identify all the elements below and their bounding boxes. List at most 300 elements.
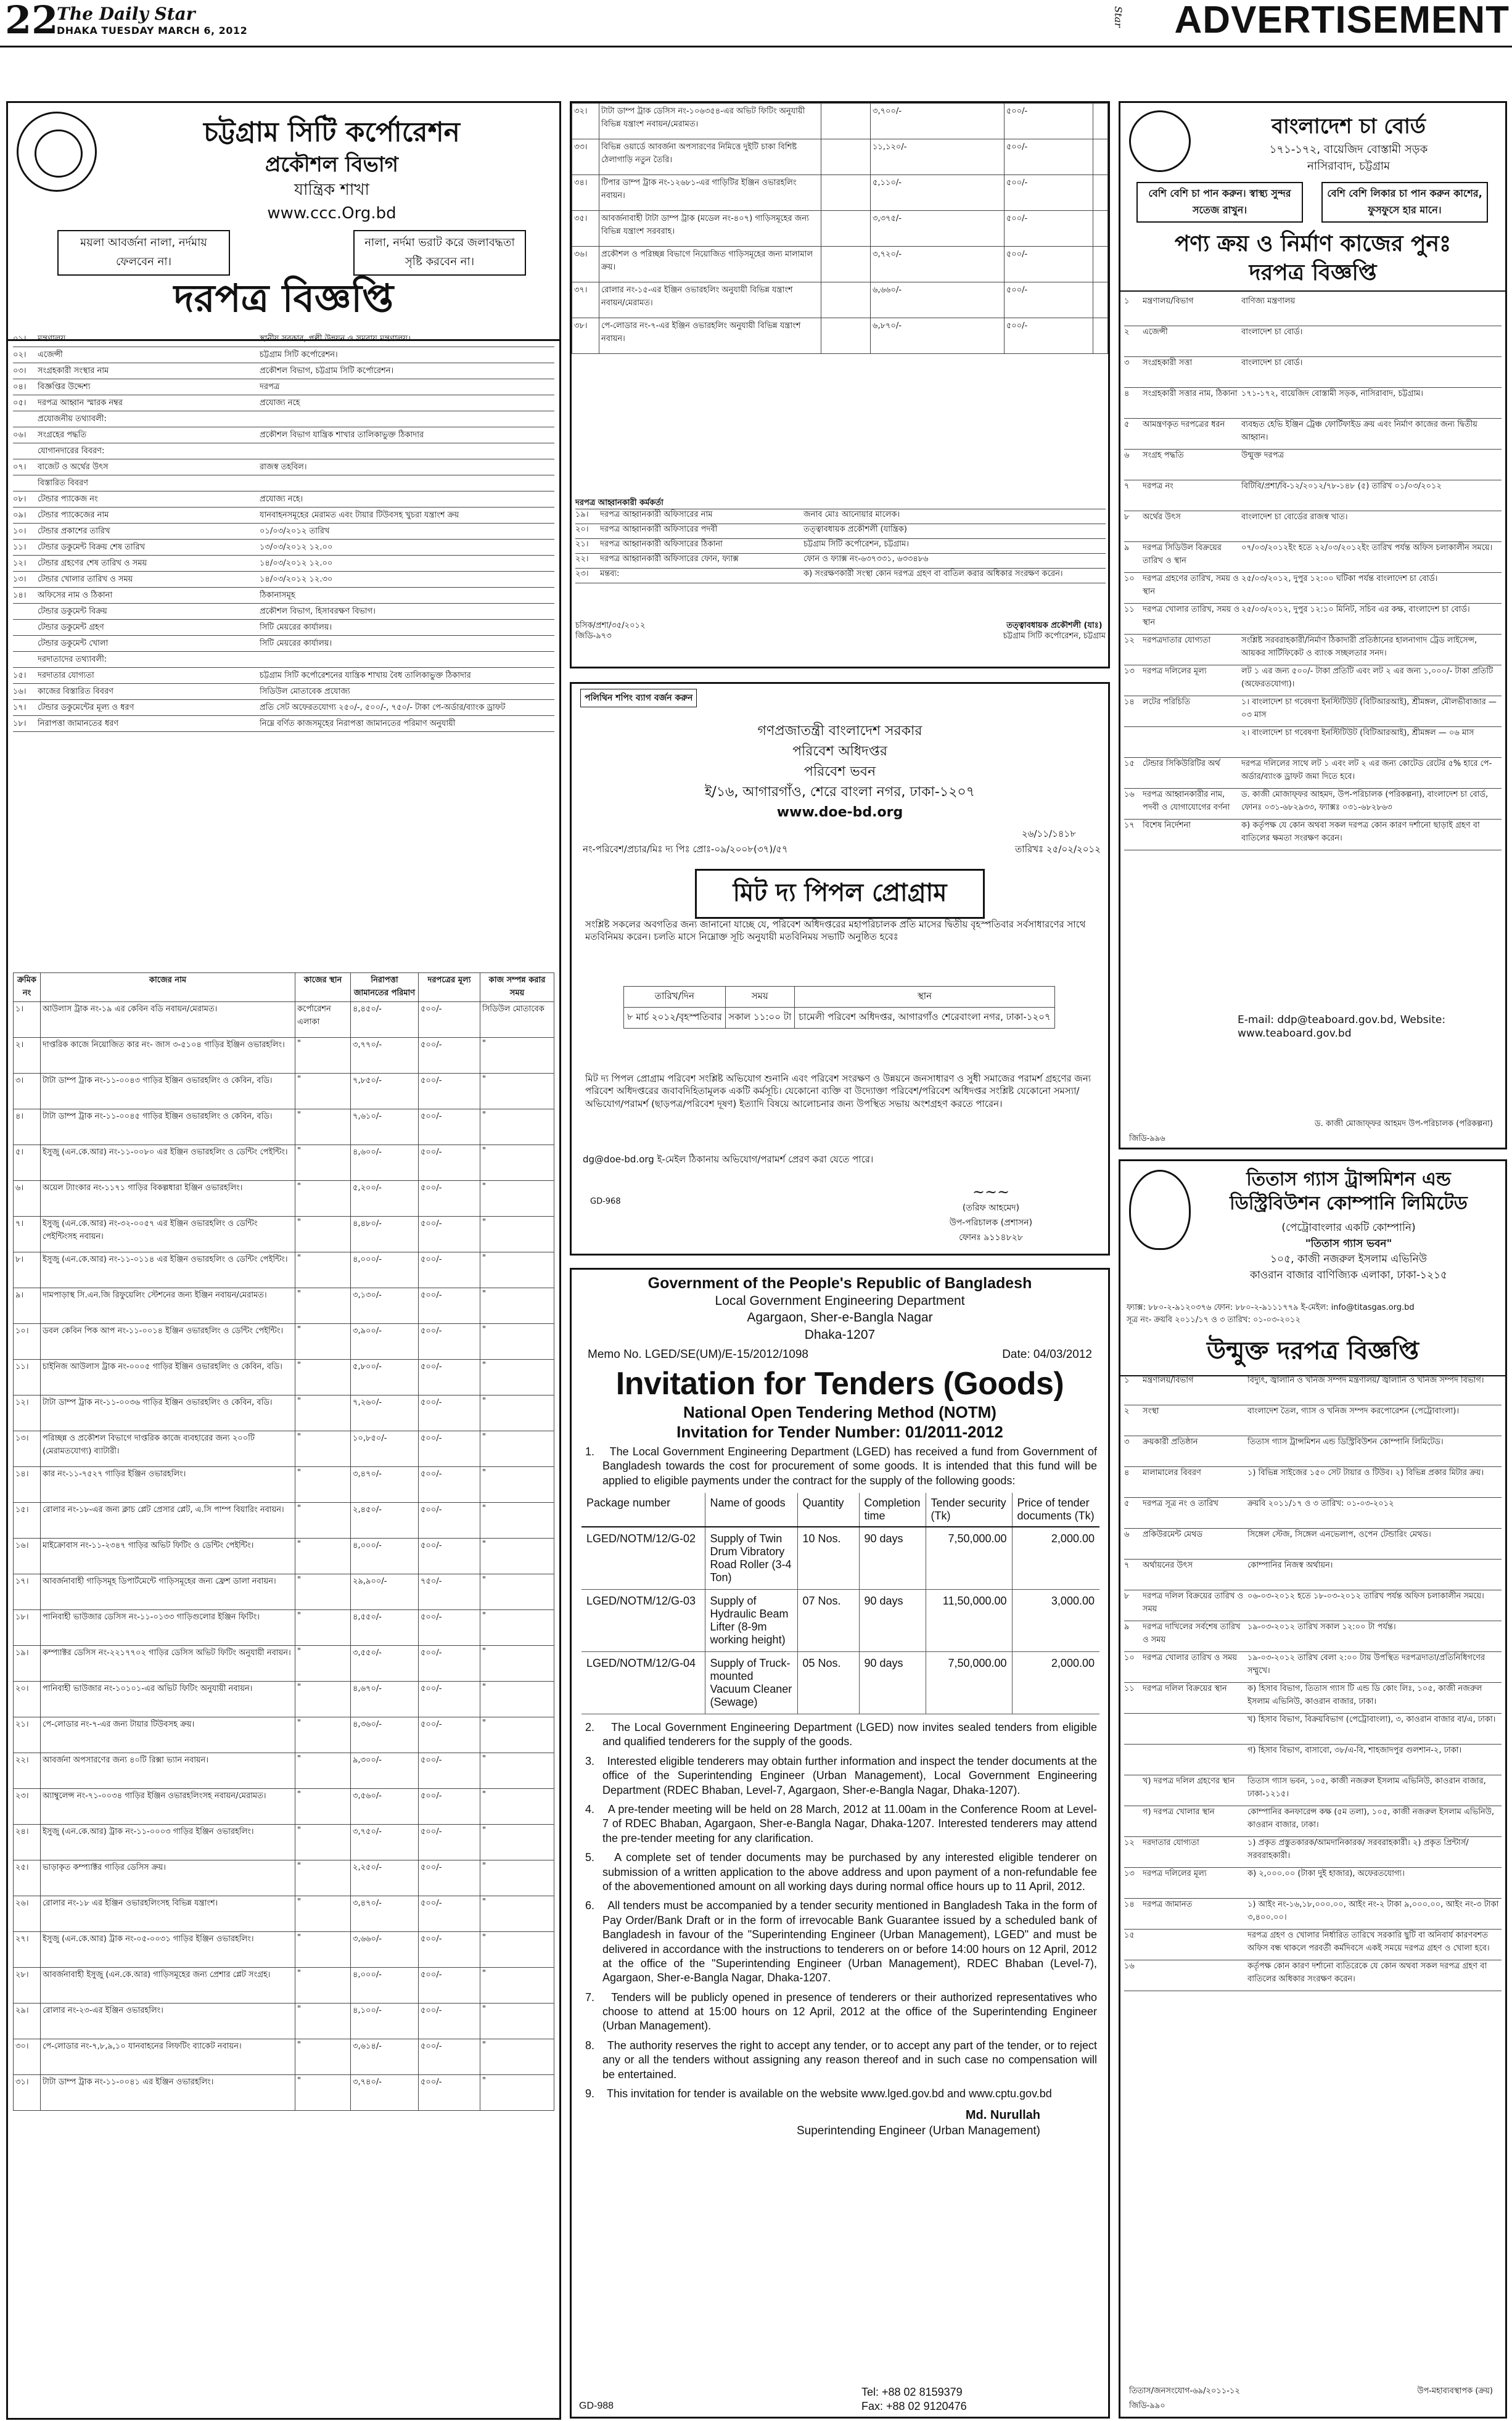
ccc-officer-value: চট্টগ্রাম সিটি কর্পোরেশন, চট্টগ্রাম। (803, 539, 909, 549)
ccc-work-place: " (295, 2075, 351, 2111)
lged-fax: Fax: +88 02 9120476 (861, 2399, 967, 2412)
lged-cell-pkg: LGED/NOTM/12/G-03 (581, 1590, 705, 1652)
lged-cell-price: 3,000.00 (1012, 1590, 1099, 1652)
ccc-info-key: সংগ্রহের পদ্ধতি (38, 430, 87, 440)
titas-key: দরপত্র দলিল বিক্রয়ের তারিখ ও সময় (1143, 1592, 1244, 1614)
ccc-work-place: " (295, 1145, 351, 1181)
ccc-work-price: ৫০০/- (419, 1145, 480, 1181)
titas-value: বাংলাদেশ তৈল, গ্যাস ও খনিজ সম্পদ করপোরেশন (পেট্রোবাংলা)। (1247, 1407, 1459, 1416)
table-row (572, 139, 1108, 175)
ccc-work-price: ৫০০/- (419, 1896, 480, 1932)
ccc-info-value: যানবাহনসমূহের মেরামত এবং টায়ার টিউবসহ খুচরা যন্ত্রাংশ ক্রয় (260, 510, 459, 520)
page-header (0, 0, 1512, 49)
ccc-work-name: অ্যাম্বুলেন্স নং-৭১-০০৩৪ গাড়ির ইঞ্জিন ওভারহলিংসহ নবায়ন/মেরামত। (41, 1789, 295, 1825)
tea-board-key: অর্থের উৎস (1143, 512, 1181, 522)
titas-row (1124, 1652, 1502, 1683)
tea-board-value: ড. কাজী মোজাফ্ফর আহমদ, উপ-পরিচালক (পরিকল্পনা), বাংলাদেশ চা বোর্ড, ফোনঃ ০৩১-৬৮২৯৩৩, ফ্যাক্সঃ ০৩১-৬৮২৮৬৩ (1241, 790, 1489, 812)
table-row (14, 1896, 554, 1932)
ccc-work-price: ৫০০/- (419, 1968, 480, 2004)
lged-th-price: Price of tender documents (Tk) (1012, 1493, 1099, 1527)
ccc-officer-row (575, 554, 1106, 569)
lged-cell-goods: Supply of Hydraulic Beam Lifter (8-9m working height) (705, 1590, 797, 1652)
ccc-officer-num: ২৩। (575, 569, 589, 578)
tea-board-address-2: নাসিরাবাদ, চট্টগ্রাম (1307, 160, 1391, 173)
ccc-info-value: প্রযোজ্য নহে। (260, 494, 303, 504)
titas-num: ২ (1124, 1407, 1130, 1416)
titas-value: ক) হিসাব বিভাগ, তিতাস গ্যাস টি এন্ড ডি কোং লিঃ, ১০৫, কাজী নজরুল ইসলাম এভিনিউ, কাওরান বাজার, ঢাকা। (1247, 1684, 1482, 1706)
lged-gd: GD-988 (579, 2401, 614, 2411)
ccc-work-time: " (480, 1288, 554, 1324)
ccc-work-name: পানিবাহী ভাউজার নং-১০১০১-এর অভিট ফিটিং অনুযায়ী নবায়ন। (41, 1682, 295, 1717)
ccc-work-name: ভাড়াকৃত কম্প্যাক্টর গাড়ির ডেসিস ক্রয়। (41, 1860, 295, 1896)
lged-dept: Local Government Engineering Department (715, 1294, 965, 1308)
ccc-dept: প্রকৌশল বিভাগ (265, 152, 398, 177)
ccc-work-price: ৫০০/- (419, 1860, 480, 1896)
ccc-work-time (1093, 247, 1107, 282)
lged-contact (861, 2385, 967, 2413)
ccc-officer-num: ২১। (575, 539, 589, 549)
tea-board-key: দরপত্র গ্রহণের তারিখ, সময় ও স্থান (1143, 574, 1239, 596)
titas-key: দরপত্র দাখিলের সর্বশেষ তারিখ ও সময় (1143, 1622, 1241, 1645)
ccc-work-price: ৫০০/- (419, 1789, 480, 1825)
titas-num: ৭ (1124, 1561, 1130, 1570)
ccc-info-num: ১৪। (13, 590, 27, 600)
lged-cell-time: 90 days (859, 1652, 926, 1714)
tea-board-name: বাংলাদেশ চা বোর্ড (1272, 114, 1426, 139)
table-row (14, 1145, 554, 1181)
titas-rows (1124, 1375, 1502, 1991)
ccc-work-n: ২৭। (14, 1932, 41, 1968)
tea-board-rows (1124, 295, 1502, 850)
lged-para-7: 7. Tenders will be publicly opened in presence of tenderers or their authorized representatives who choose to attend at 15:00 hours on 12 April, 2012 at the office of the Superintending Engineer (Urban Management). (585, 1991, 1097, 2033)
ccc-work-price: ৫০০/- (419, 1252, 480, 1288)
lged-th-time: Completion time (859, 1493, 926, 1527)
ccc-work-time (1093, 318, 1107, 354)
ccc-work-place: " (295, 1860, 351, 1896)
ccc-work-n: ৩৭। (572, 282, 599, 318)
col-security: নিরাপত্তা জামানতের পরিমাণ (351, 973, 419, 1002)
ccc-info-value: প্রকৌশল বিভাগ, চট্টগ্রাম সিটি কর্পোরেশন। (260, 366, 394, 376)
ccc-work-place (821, 318, 871, 354)
tea-board-row (1124, 758, 1502, 789)
ccc-info-num: ০২। (13, 350, 27, 360)
ccc-info-key: প্রযোজনীয় তথ্যাবলী: (38, 414, 107, 424)
tea-board-num: ১০ (1124, 574, 1135, 583)
lged-cell-qty: 10 Nos. (797, 1527, 859, 1590)
tea-board-row (1124, 511, 1502, 542)
ccc-work-n: ৩০। (14, 2039, 41, 2075)
ccc-work-name: আবর্জনা অপসারণের জন্য ৪০টি রিক্সা ভ্যান নবায়ন। (41, 1753, 295, 1789)
titas-num: ৪ (1124, 1468, 1130, 1478)
tea-board-value: বাংলাদেশ চা বোর্ড। (1241, 358, 1303, 368)
ccc-info-num: ০৮। (13, 494, 27, 504)
tea-board-value: ব্যবহৃত হেভি ইঞ্জিন ট্রেঞ্চ ফোর্টিফাইড ক্রয় এবং নির্মাণ কাজের জন্য দ্বিতীয় আহ্বান। (1241, 420, 1477, 442)
ccc-info-num: ০১। (13, 334, 27, 343)
titas-row (1124, 1498, 1502, 1529)
ccc-info-value: চট্টগ্রাম সিটি কর্পোরেশনের যান্ত্রিক শাখায় বৈধ তালিকাভুক্ত ঠিকাদার (260, 670, 471, 680)
ccc-info-key: বিস্তারিত বিবরণ (38, 478, 89, 488)
doe-signer: (তরিফ আহমেদ) (962, 1203, 1020, 1213)
ccc-work-sec: ৫,১১০/- (871, 175, 1005, 211)
ccc-work-place: " (295, 1324, 351, 1360)
ccc-info-row (13, 668, 554, 684)
ccc-work-place: " (295, 1896, 351, 1932)
ccc-work-place: " (295, 1467, 351, 1503)
tea-board-slogan-2: বেশি বেশি লিকার চা পান করুন কাশের, ফুসফুসে হার মানে। (1321, 182, 1488, 223)
ccc-slogan-left: ময়লা আবর্জনা নালা, নর্দমায় ফেলবেন না। (57, 230, 230, 276)
titas-memo: তিতাস/জনসংযোগ-৬৯/২০১১-১২ (1129, 2386, 1240, 2396)
ccc-work-place: " (295, 1753, 351, 1789)
ccc-work-sec: ৩,৭৭০/- (351, 1038, 419, 1074)
ccc-work-price: ৫০০/- (419, 1503, 480, 1539)
titas-num: ৮ (1124, 1592, 1130, 1601)
tea-board-value: ২৫/০৩/২০১২, দুপুর ১২:০০ ঘটিকা পর্যন্ত বাংলাদেশ চা বোর্ড। (1241, 574, 1438, 583)
titas-row (1124, 1745, 1502, 1775)
ccc-info-num: ০৭। (13, 462, 27, 472)
ccc-officer-key: দরপত্র আহ্বানকারী অফিসারের ঠিকানা (600, 539, 723, 549)
ccc-work-place: " (295, 1503, 351, 1539)
titas-key: মন্ত্রণালয়/বিভাগ (1143, 1376, 1194, 1385)
ccc-work-place: " (295, 1109, 351, 1145)
ccc-work-name: ইসুজু (এন.কে.আর) নং-১১-০০৮০ এর ইঞ্জিন ওভারহলিং ও ডেন্টিং পেইন্টিং। (41, 1145, 295, 1181)
ccc-work-place: " (295, 2039, 351, 2075)
ccc-officer-key: মন্তব্য: (600, 569, 620, 578)
table-row (14, 1288, 554, 1324)
ccc-work-time: " (480, 1646, 554, 1682)
col-serial: ক্রমিক নং (14, 973, 41, 1002)
ccc-work-n: ৫। (14, 1145, 41, 1181)
ccc-info-num: ০৫। (13, 398, 27, 408)
titas-row (1124, 1590, 1502, 1621)
ccc-work-sec: ৩,৭৪০/- (351, 2075, 419, 2111)
ccc-work-sec: ৭,৬১০/- (351, 1109, 419, 1145)
tea-board-email[interactable]: E-mail: ddp@teaboard.gov.bd, Website: www.teaboard.gov.bd (1238, 1014, 1446, 1040)
ccc-info-key: দরদাতাদের তথ্যাবলী: (38, 654, 107, 664)
tea-board-row (1124, 450, 1502, 480)
ccc-info-value: ১৪/০৩/২০১২ ১২.৩০ (260, 574, 333, 584)
table-row (14, 1825, 554, 1860)
ccc-info-row (13, 700, 554, 716)
ccc-work-time: " (480, 1825, 554, 1860)
titas-key: দরপত্র জামানত (1143, 1900, 1193, 1909)
tea-board-address-1: ১৭১-১৭২, বায়েজিদ বোস্তামী সড়ক (1269, 143, 1428, 156)
table-row (14, 1539, 554, 1574)
titas-signer: উপ-মহাব্যবস্থাপক (ক্রয়) (1417, 2386, 1493, 2396)
table-row (14, 1181, 554, 1217)
ccc-work-price: ৫০০/- (1004, 175, 1093, 211)
doe-body: মিট দ্য পিপল প্রোগ্রাম পরিবেশ সংশ্লিষ্ট অভিযোগ শুনানি এবং পরিবেশ সংরক্ষণ ও উন্নয়নে জনসাধারণ ও সুধী সমাজের পরামর্শ গ্রহণের জন্য পরিবেশ অধিদপ্তরের জবাবদিহিতামূলক একটি কর্মসূচি। যেকোনো ব্যক্তি বা উদ্যোক্তা পরিবেশ/পরিবেশ অধিদপ্তর সংশ্লিষ্ট যেকোনো সমস্যা/অভিযোগ/পরামর্শ (ছাড়পত্র/পরিবেশ দূষণ) ইত্যাদি বিষয়ে আলোচনার জন্য উপস্থিত সভায় অংশগ্রহণ করতে পারেন। (585, 1073, 1091, 1109)
ccc-work-time: " (480, 1324, 554, 1360)
ccc-work-time: " (480, 1181, 554, 1217)
ccc-work-sec: ৩,৫৬০/- (351, 1789, 419, 1825)
ccc-work-name: টাটা ডাম্প ট্রাক নং-১১-০০৪৫ গাড়ির ইঞ্জিন ওভারহলিং ও কেবিন, বডি। (41, 1109, 295, 1145)
titas-value: গ) হিসাব বিভাগ, বাসাবো, ৩৮/এ-বি, শাহজাদপুর গুলশান-২, ঢাকা। (1247, 1746, 1462, 1755)
ccc-work-place (821, 211, 871, 247)
ccc-work-name: পরিচ্ছন্ন ও প্রকৌশল বিভাগে দাপ্তরিক কাজে ব্যবহারের জন্য ২০০টি (মেরামতযোগ্য) ব্যাটারী। (41, 1431, 295, 1467)
ccc-info-key: বাজেট ও অর্থের উৎস (38, 462, 109, 472)
ccc-gd: জিডি-৯৭৩ (575, 631, 612, 641)
lged-signer-block (572, 2107, 1108, 2139)
lged-gov-title: Government of the People's Republic of Bangladesh (647, 1275, 1032, 1292)
titas-value: কোম্পানির নিজস্ব অর্থায়ন। (1247, 1561, 1333, 1570)
ccc-work-name: রোলার নং-১৮ এর ইঞ্জিন ওভারহলিংসহ বিভিন্ন যন্ত্রাংশ। (41, 1896, 295, 1932)
tea-board-logo (1129, 110, 1191, 172)
ccc-work-name: বিভিন্ন ওয়ার্ডে আবর্জনা অপসারণের নিমিত্তে দুইটি চাকা বিশিষ্ট ঠেলাগাড়ি নতুন তৈরি। (599, 139, 821, 175)
ccc-work-place: " (295, 1825, 351, 1860)
ccc-work-place: " (295, 1968, 351, 2004)
ccc-info-row (13, 379, 554, 395)
ccc-work-price: ৫০০/- (419, 1038, 480, 1074)
ccc-work-n: ১২। (14, 1395, 41, 1431)
ccc-info-key: এজেন্সী (38, 350, 63, 360)
ccc-info-key: বিজ্ঞপ্তির উদ্দেশ্য (38, 382, 91, 392)
ccc-work-sec: ৩,৭২০/- (871, 247, 1005, 282)
ccc-info-row (13, 395, 554, 411)
table-row (14, 1574, 554, 1610)
ccc-work-place: " (295, 1610, 351, 1646)
titas-value: দরপত্র গ্রহণ ও খোলার নির্ধারিত তারিখে সরকারি ছুটি বা অনিবার্য কারণবশত অফিস বন্ধ থাকলে পরবর্তী কর্মদিবসে একই সময়ে দরপত্র গ্রহণ ও খোলা হবে। (1247, 1931, 1490, 1953)
ccc-work-sec: ৪,৪৫০/- (351, 1002, 419, 1038)
ccc-info-key: টেন্ডার ডকুমেন্ট খোলা (38, 638, 109, 648)
table-row (14, 2039, 554, 2075)
ccc-work-sec: ৭,৮৫০/- (351, 1074, 419, 1109)
titas-num: ৩ (1124, 1437, 1130, 1447)
titas-row (1124, 1405, 1502, 1436)
titas-value: তিতাস গ্যাস ভবন, ১০৫, কাজী নজরুল ইসলাম এভিনিউ, কাওরান বাজার, ঢাকা-১২১৫। (1247, 1777, 1486, 1799)
doe-gov-line4: ই/১৬, আগারগাঁও, শেরে বাংলা নগর, ঢাকা-১২০৭ (704, 784, 976, 800)
lged-th-qty: Quantity (797, 1493, 859, 1527)
table-row (14, 1074, 554, 1109)
titas-value: ০৬-০৩-২০১২ হতে ১৮-০৩-২০১২ তারিখ পর্যন্ত অফিস চলাকালীন সময়ে। (1247, 1592, 1484, 1601)
table-row (581, 1652, 1099, 1714)
ccc-work-name: কম্প্যাক্টর ডেসিস নং-২২১৭৭০২ গাড়ির ডেসিস অভিট ফিটিং অনুযায়ী নবায়ন। (41, 1646, 295, 1682)
lged-signer-title: Superintending Engineer (Urban Management) (796, 2124, 1040, 2138)
titas-row (1124, 1529, 1502, 1560)
ccc-work-n: ৯। (14, 1288, 41, 1324)
titas-value: ১৯-০৩-২০১২ তারিখ সকাল ১২:০০ টা পর্যন্ত। (1247, 1622, 1396, 1632)
ccc-website[interactable]: www.ccc.Org.bd (267, 204, 396, 223)
ccc-work-time: " (480, 2075, 554, 2111)
ccc-work-sec: ৬,৮৭০/- (871, 318, 1005, 354)
tea-board-key: দরপত্র খোলার তারিখ, সময় ও স্থান (1143, 605, 1240, 627)
tea-board-row (1124, 665, 1502, 696)
tea-board-value: ০৭/০৩/২০১২ইং হতে ২২/০৩/২০১২ইং তারিখ পর্যন্ত অফিস চলাকালীন সময়ে। (1241, 543, 1493, 553)
ccc-info-num: ১৭। (13, 702, 27, 712)
titas-key: দরপত্র দলিল বিক্রয়ের স্থান (1143, 1684, 1227, 1693)
ccc-work-sec: ৪,৬০০/- (351, 1145, 419, 1181)
lged-address: Agargaon, Sher-e-Bangla Nagar (747, 1310, 933, 1325)
ccc-work-name: রোলার নং-২৩-এর ইঞ্জিন ওভারহলিং। (41, 2004, 295, 2039)
tea-board-key: সংগ্রহকারী সত্তা (1143, 358, 1193, 368)
ccc-info-num: ১৬। (13, 686, 27, 696)
tea-board-value: সংশ্লিষ্ট সরবরাহকারী/নির্মাণ ঠিকাদারী প্রতিষ্ঠানের হালনাগাদ ট্রেড লাইসেন্স, আয়কর সার্টিফিকেট ও ব্যাংক সচ্ছলতার সনদ। (1241, 636, 1477, 658)
ccc-work-time: " (480, 1789, 554, 1825)
tea-board-num: ১২ (1124, 636, 1135, 645)
table-row (572, 318, 1108, 354)
ccc-work-place: " (295, 2004, 351, 2039)
tea-board-num: ১৩ (1124, 667, 1135, 676)
doe-schedule-table (623, 986, 1055, 1029)
ccc-info-value: নিম্নে বর্ণিত কাজসমূহের নিরাপত্তা জামানতের পরিমাণ অনুযায়ী (260, 718, 456, 728)
lged-cell-pkg: LGED/NOTM/12/G-04 (581, 1652, 705, 1714)
tea-board-row (1124, 357, 1502, 388)
ccc-work-name: রোলার নং-১৫-এর ইঞ্জিন ওভারহলিং অনুযায়ী বিভিন্ন যন্ত্রাংশ নবায়ন/মেরামত। (599, 282, 821, 318)
section-title: ADVERTISEMENT (1174, 0, 1510, 41)
ccc-org-name: চট্টগ্রাম সিটি কর্পোরেশন (203, 117, 460, 148)
ccc-work-time: " (480, 1252, 554, 1288)
ccc-work-n: ৪। (14, 1109, 41, 1145)
tea-board-key: দরপত্রদাতার যোগ্যতা (1143, 636, 1211, 645)
doe-gov-line1: গণপ্রজাতন্ত্রী বাংলাদেশ সরকার (757, 723, 922, 739)
tea-board-num: ২ (1124, 327, 1130, 337)
lged-cell-sec: 7,50,000.00 (926, 1527, 1012, 1590)
tea-board-title-2: দরপত্র বিজ্ঞপ্তি (1249, 260, 1377, 286)
ccc-title: দরপত্র বিজ্ঞপ্তি (8, 269, 559, 341)
ccc-tender-notice (6, 101, 561, 2420)
ccc-work-price: ৫০০/- (419, 1109, 480, 1145)
ccc-work-time: " (480, 1932, 554, 1968)
ccc-work-n: ২২। (14, 1753, 41, 1789)
ccc-work-place: " (295, 1646, 351, 1682)
ccc-officer-header: দরপত্র আহ্বানকারী কর্মকর্তা (575, 498, 1106, 509)
ccc-work-sec: ৪,০০০/- (351, 1539, 419, 1574)
doe-sched-head-place: স্থান (794, 987, 1054, 1008)
ccc-info-key: যোগানদারের বিবরণ: (38, 446, 105, 456)
ccc-work-name: চাইনিজ আউলাস ট্রাক নং-০০০৫ গাড়ির ইঞ্জিন ওভারহলিং ও কেবিন, বডি। (41, 1360, 295, 1395)
tea-board-num: ১৬ (1124, 790, 1135, 799)
lged-para-2: 2. The Local Government Engineering Department (LGED) now invites sealed tenders from eligible and qualified tenderers for the supply of the goods. (585, 1721, 1097, 1748)
doe-sched-head-date: তারিখ/দিন (624, 987, 726, 1008)
ccc-work-place (821, 175, 871, 211)
ccc-work-n: ১৯। (14, 1646, 41, 1682)
ccc-info-num: ১১। (13, 542, 27, 552)
ccc-work-n: ৬। (14, 1181, 41, 1217)
ccc-work-price: ৫০০/- (419, 1825, 480, 1860)
titas-sub-1: (পেট্রোবাংলার একটি কোম্পানি) (1281, 1222, 1416, 1234)
tea-board-row (1124, 295, 1502, 326)
titas-num: ১৬ (1124, 1962, 1135, 1971)
ccc-info-num: ১৮। (13, 718, 27, 728)
ccc-work-sec: ৪,৩৬০/- (351, 1717, 419, 1753)
titas-value: তিতাস গ্যাস ট্রান্সমিশন এন্ড ডিস্ট্রিবিউশন কোম্পানি লিমিটেড। (1247, 1437, 1444, 1447)
titas-num: ১৩ (1124, 1869, 1135, 1878)
ccc-work-name: প্রকৌশল ও পরিচ্ছন্ন বিভাগে নিয়োজিত গাড়িসমূহের জন্য মালামাল ক্রয়। (599, 247, 821, 282)
ccc-info-value: দরপত্র (260, 382, 280, 392)
ccc-work-price: ৫০০/- (419, 1288, 480, 1324)
doe-email[interactable]: dg@doe-bd.org ই-মেইল ঠিকানায় অভিযোগ/পরামর্শ প্রেরণ করা যেতে পারে। (583, 1154, 874, 1165)
tea-board-row (1124, 388, 1502, 419)
ccc-work-place: " (295, 1217, 351, 1252)
ccc-info-num: ০৪। (13, 382, 27, 392)
ccc-work-place: " (295, 1574, 351, 1610)
ccc-info-key: কাজের বিস্তারিত বিবরণ (38, 686, 114, 696)
titas-row (1124, 1560, 1502, 1590)
ccc-sub-dept: যান্ত্রিক শাখা (294, 181, 369, 199)
tea-board-value: বাংলাদেশ চা বোর্ড। (1241, 327, 1303, 337)
titas-row (1124, 1837, 1502, 1868)
ccc-info-key: দরদাতার যোগ্যতা (38, 670, 94, 680)
ccc-info-num: ০৬। (13, 430, 27, 440)
tea-board-value: বাণিজ্য মন্ত্রণালয় (1241, 297, 1296, 306)
ccc-work-price: ৫০০/- (419, 1717, 480, 1753)
ccc-officer-row (575, 569, 1106, 583)
doe-title: মিট দ্য পিপল প্রোগ্রাম (695, 869, 985, 919)
tea-board-row (1124, 789, 1502, 820)
titas-num (1124, 1775, 1143, 1806)
doe-sched-place: চামেলী পরিবেশ অধিদপ্তর, আগারগাঁও শেরেবাংলা নগর, ঢাকা-১২০৭ (794, 1008, 1054, 1029)
ccc-info-value: ১৩/০৩/২০১২ ১২.০০ (260, 542, 333, 552)
tea-board-value: লট ১ এর জন্য ৫০০/- টাকা প্রতিটি এবং লট ২ এর জন্য ১,০০০/- টাকা প্রতিটি (অফেরতযোগ্য)। (1241, 667, 1494, 689)
ccc-info-row (13, 652, 554, 668)
ccc-work-time (1093, 282, 1107, 318)
tea-board-row (1124, 727, 1502, 758)
titas-row (1124, 1930, 1502, 1960)
titas-key: মালামালের বিবরণ (1143, 1468, 1201, 1478)
ccc-info-row (13, 508, 554, 524)
titas-value: ১) প্রকৃত প্রস্তুতকারক/আমদানিকারক/ সরবরাহকারী। ২) প্রকৃত প্রিন্টার্স/সরবরাহকারী। (1247, 1838, 1469, 1860)
ccc-work-time (1093, 139, 1107, 175)
ccc-work-place: " (295, 1539, 351, 1574)
doe-website[interactable]: www.doe-bd.org (776, 805, 903, 820)
ccc-work-n: ১৩। (14, 1431, 41, 1467)
ccc-work-sec: ৩,৪৭০/- (351, 1467, 419, 1503)
ccc-work-time: " (480, 1467, 554, 1503)
ccc-work-price: ৫০০/- (1004, 247, 1093, 282)
col-work-name: কাজের নাম (41, 973, 295, 1002)
titas-value: ১) বিভিন্ন সাইজের ১৫০ সেট টায়ার ও টিউব। ২) বিভিন্ন প্রকার মিটার ক্রয়। (1247, 1468, 1484, 1478)
ccc-work-price: ৫০০/- (419, 1753, 480, 1789)
ccc-work-n: ২৩। (14, 1789, 41, 1825)
lged-para-6: 6. All tenders must be accompanied by a tender security mentioned in Bangladesh Taka in the form of Pay Order/Bank Draft or in the form of irrevocable Bank Guarantee issued by a scheduled bank of Bangladesh in favour of the "Superintending Engineer (Urban Management), LGED" and must be delivered in accordance with the instructions to tenderers on or before 14:00 hours on 12 April, 2012 at the office of the "Superintending Engineer (Urban Management), RDEC Bhaban (Level-7), Agargaon, Sher-e-Bangla Nagar, Dhaka-1207. (585, 1899, 1097, 1984)
ccc-officer-row (575, 509, 1106, 524)
titas-num (1124, 1714, 1143, 1744)
ccc-info-value: রাজস্ব তহবিল। (260, 462, 307, 472)
lged-cell-price: 2,000.00 (1012, 1527, 1099, 1590)
ccc-work-sec: ৪,৪৮০/- (351, 1217, 419, 1252)
lged-memo: Memo No. LGED/SE(UM)/E-15/2012/1098 (588, 1347, 808, 1361)
ccc-work-name: পে-লোডার নং-৭,৮,৯,১০ যানবাহনের লিফটিং ব্যাকেট নবায়ন। (41, 2039, 295, 2075)
titas-num: ১৫ (1124, 1931, 1135, 1940)
titas-sub (1194, 1220, 1503, 1283)
lged-para-8: 8. The authority reserves the right to accept any tender, or to accept any part of the tender, or to reject any or all the tenders without assigning any reason thereof and in such case no compensation will be entertained. (585, 2039, 1098, 2081)
ccc-work-table-cont (572, 103, 1108, 354)
ccc-work-n: ১৫। (14, 1503, 41, 1539)
ccc-info-value: ঠিকানাসমূহ (260, 590, 295, 600)
lged-tender-number: Invitation for Tender Number: 01/2011-2012 (676, 1423, 1003, 1442)
ccc-info-key: টেন্ডার ডকুমেন্টের মূল্য ও ধরণ (38, 702, 134, 712)
table-row (572, 211, 1108, 247)
ccc-info-row (13, 716, 554, 732)
ccc-info-value: ১৪/০৩/২০১২ ১২.০০ (260, 558, 333, 568)
titas-key: দরদাতার যোগ্যতা (1143, 1838, 1199, 1848)
ccc-work-price: ৫০০/- (419, 1217, 480, 1252)
tea-board-notice (1119, 101, 1507, 1149)
ccc-info-key: টেন্ডার প্যাকেজের নাম (38, 510, 109, 520)
ccc-work-price: ৫০০/- (419, 1610, 480, 1646)
ccc-work-time: " (480, 1431, 554, 1467)
ccc-officer-value: ফোন ও ফ্যাক্স নং-৬৩৭৩৩১, ৬৩৩৪৮৬ (803, 554, 929, 564)
titas-contact-1: ফ্যাক্স: ৮৮০-২-৯১২০৩৭৬ ফোন: ৮৮০-২-৯১১১৭৭৯ ই-মেইল: info@titasgas.org.bd (1127, 1303, 1415, 1312)
ccc-work-time (1093, 175, 1107, 211)
table-row (14, 2075, 554, 2111)
titas-num: ৯ (1124, 1622, 1130, 1632)
doe-signer-phone: ফোনঃ ৯১১৪৮২৮ (959, 1233, 1023, 1243)
header-rule (0, 46, 1512, 47)
tea-board-num: ৯ (1124, 543, 1130, 553)
lged-city: Dhaka-1207 (804, 1327, 876, 1342)
doe-memo: নং-পরিবেশ/প্রচার/মিঃ দ্য পিঃ প্রোঃ-০৯/২০০৮(৩৭)/৫৭ (583, 844, 788, 855)
ccc-signer: তত্ত্বাবধায়ক প্রকৌশলী (যাঃ) (1006, 620, 1103, 630)
